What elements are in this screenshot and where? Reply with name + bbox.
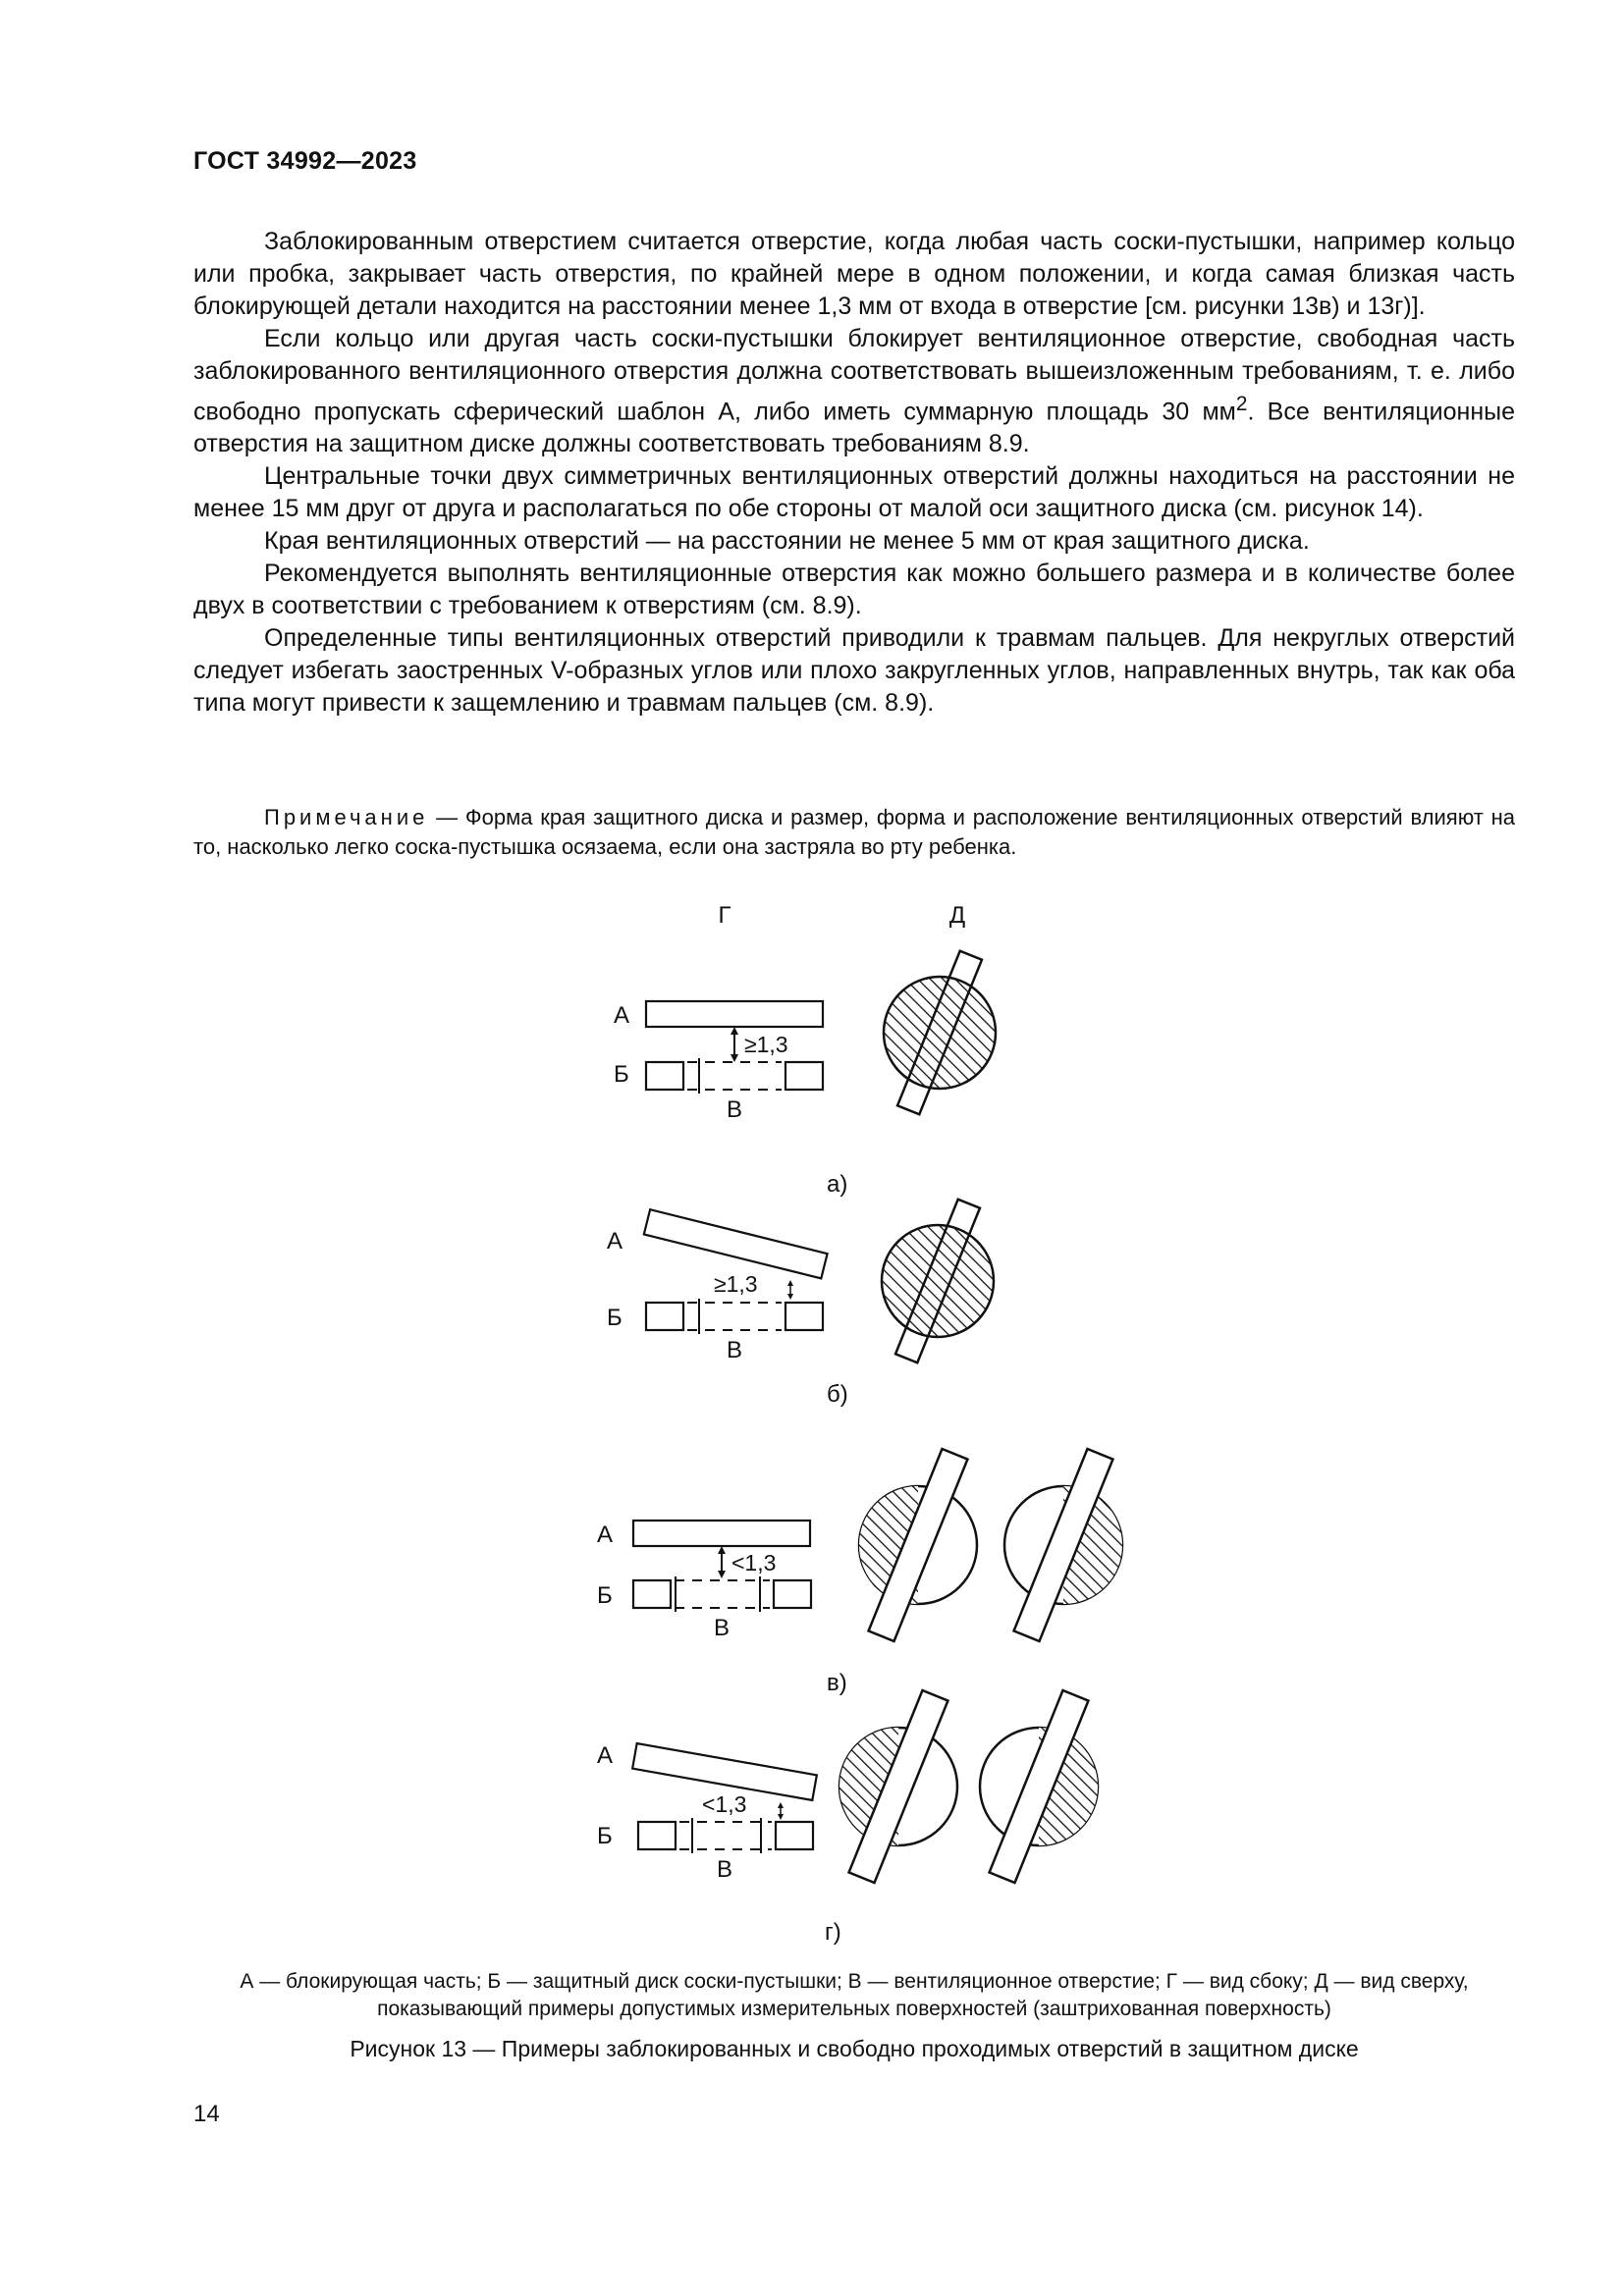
shield-disc-right-hatched xyxy=(980,1690,1098,1883)
paragraph-blocked-hole: Заблокированным отверстием считается отверстие, когда любая часть соски-пустышки, например кольцо или пробка, закрывает часть отверстия, по крайней мере в одном положении, и когда самая близкая часть блокирующей детали находится на расстоянии менее 1,3 мм от входа в отверстие [см. рисунки 13в) и 13г)]. xyxy=(193,228,1515,320)
paragraph-recommendation: Рекомендуется выполнять вентиляционные отверстия как можно большего размера и в количестве более двух в соответствии с требованием к отверстиям (см. 8.9). xyxy=(193,560,1515,620)
label-v-vent-hole: В xyxy=(727,1096,743,1123)
page-number: 14 xyxy=(193,2101,220,2127)
label-a-blocking-part: А xyxy=(597,1522,614,1548)
panel-g xyxy=(597,1690,1098,1946)
label-b-shield: Б xyxy=(614,1061,629,1088)
label-a-blocking-part: А xyxy=(614,1002,630,1029)
paragraph-finger-injury: Определенные типы вентиляционных отверстий приводили к травмам пальцев. Для некруглых отверстий следует избегать заостренных V-образных углов или плохо закругленных углов, направленных внутрь, так как оба типа могут привести к защемлению и травмам пальцев (см. 8.9). xyxy=(193,624,1515,718)
label-b-shield: Б xyxy=(607,1305,623,1331)
panel-b xyxy=(607,1200,994,1408)
figure-13 xyxy=(0,864,1624,1953)
dimension-ge-1-3: ≥1,3 xyxy=(744,1032,788,1057)
shield-disc-top-view xyxy=(882,1225,994,1337)
label-b-shield: Б xyxy=(597,1823,613,1849)
label-b-shield: Б xyxy=(597,1582,613,1609)
dimension-lt-1-3: <1,3 xyxy=(702,1791,747,1817)
label-v-vent-hole: В xyxy=(717,1856,733,1883)
note-text: — Форма края защитного диска и размер, форма и расположение вентиляционных отверстий влияют на то, насколько легко соска-пустышка осязаема, если она застряла во рту ребенка. xyxy=(193,805,1515,859)
paragraph-ring-blocking xyxy=(193,323,1515,460)
panel-a xyxy=(614,951,996,1198)
body-text xyxy=(193,226,1515,720)
column-label-top-view: Д xyxy=(948,902,966,929)
document-header: ГОСТ 34992—2023 xyxy=(193,147,417,175)
label-v-vent-hole: В xyxy=(714,1615,731,1641)
label-v-vent-hole: В xyxy=(727,1337,743,1363)
shield-disc-left-hatched xyxy=(839,1690,957,1883)
subfigure-label-v: в) xyxy=(827,1670,847,1696)
dimension-lt-1-3: <1,3 xyxy=(731,1550,777,1575)
paragraph-center-points: Центральные точки двух симметричных вентиляционных отверстий должны находиться на расстоянии не менее 15 мм друг от друга и располагаться по обе стороны от малой оси защитного диска (см. рисунок 14). xyxy=(193,462,1515,523)
blocking-part xyxy=(633,1521,810,1546)
label-a-blocking-part: А xyxy=(597,1742,614,1769)
panel-v xyxy=(597,1449,1122,1696)
figure-caption: Рисунок 13 — Примеры заблокированных и свободно проходимых отверстий в защитном диске xyxy=(350,2036,1359,2061)
figure-legend: А — блокирующая часть; Б — защитный диск соски-пустышки; В — вентиляционное отверстие; Г — вид сбоку; Д — вид сверху, показывающий примеры допустимых измерительных поверхностей (заштрихованная поверхность) xyxy=(240,1970,1469,2020)
paragraph-ring-blocking-tail: . Все вентиляционные отверстия на защитном диске должны соответствовать требованиям 8.9. xyxy=(193,398,1515,458)
note xyxy=(193,803,1515,862)
shield-disc-top-view xyxy=(884,977,996,1089)
paragraph-edges: Края вентиляционных отверстий — на расстоянии не менее 5 мм от края защитного диска. xyxy=(264,527,1310,556)
shield-disc-left-hatched xyxy=(859,1449,977,1641)
label-a-blocking-part: А xyxy=(607,1228,623,1255)
subfigure-label-b: б) xyxy=(827,1381,848,1408)
column-label-side-view: Г xyxy=(718,902,731,929)
superscript-2: 2 xyxy=(1235,393,1248,415)
dimension-ge-1-3: ≥1,3 xyxy=(714,1271,758,1297)
blocking-part xyxy=(646,1001,823,1027)
paragraph-ring-blocking-main: Если кольцо или другая часть соски-пустышки блокирует вентиляционное отверстие, свободная часть заблокированного вентиляционного отверстия должна соответствовать вышеизложенным требованиям, т. е. либо свободно пропускать сферический шаблон А, либо иметь суммарную площадь 30 мм xyxy=(193,325,1515,426)
subfigure-label-g: г) xyxy=(825,1919,841,1946)
note-label: Примечание xyxy=(264,805,429,829)
shield-disc-right-hatched xyxy=(1004,1449,1122,1641)
subfigure-label-a: а) xyxy=(827,1171,848,1198)
blocking-part-tilted xyxy=(644,1209,828,1278)
